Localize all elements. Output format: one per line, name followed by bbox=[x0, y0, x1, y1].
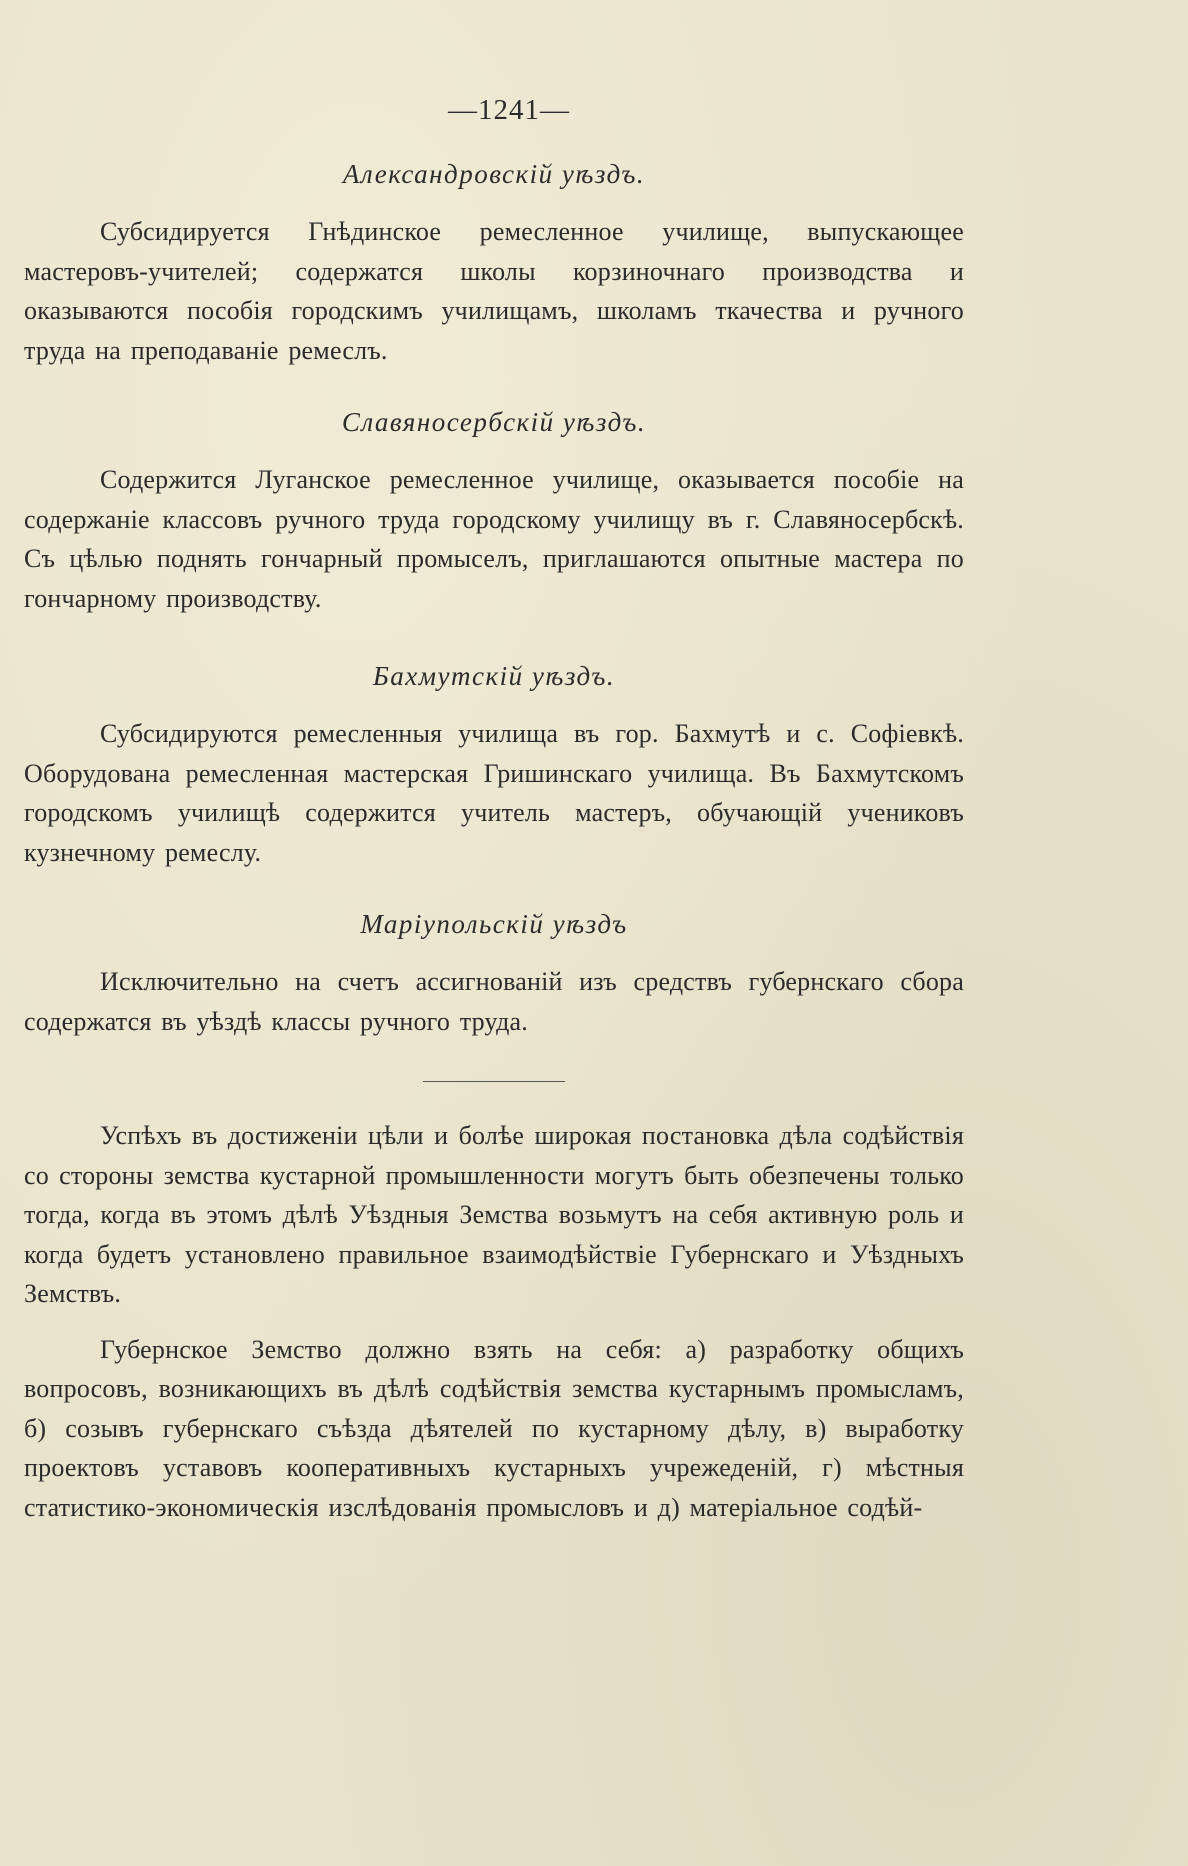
section-paragraph-slavyanoserbsky: Содержится Луганское ремесленное училище, оказывается пособіе на содержаніе классовъ ручного труда городскому училищу въ г. Славяносербскѣ. Съ цѣлью поднять гончарный промыселъ, приглашаются опытные мастера по гончарному производству. bbox=[24, 465, 964, 613]
page-number: —1241— bbox=[448, 94, 570, 126]
section-divider bbox=[423, 1081, 565, 1082]
section-paragraph-bakhmutsky: Субсидируются ремесленныя училища въ гор. Бахмутѣ и с. Софіевкѣ. Оборудована ремесленная мастерская Гришинскаго училища. Въ Бахмутскомъ городскомъ училищѣ содержится учитель мастеръ, обучающій учениковъ кузнечному ремеслу. bbox=[24, 719, 964, 867]
section-paragraph-mariupolsky: Исключительно на счетъ ассигнованій изъ средствъ губернскаго сбора содержатся въ уѣздѣ классы ручного труда. bbox=[24, 967, 964, 1036]
document-page bbox=[24, 90, 964, 1527]
section-heading-mariupolsky: Маріупольскій уѣздъ bbox=[360, 909, 628, 939]
section-heading-aleksandrovsky: Александровскій уѣздъ. bbox=[342, 159, 646, 189]
section-heading-slavyanoserbsky: Славяносербскій уѣздъ. bbox=[341, 407, 647, 437]
closing-paragraph-success: Успѣхъ въ достиженіи цѣли и болѣе широкая постановка дѣла содѣйствія со стороны земства кустарной промышленности могутъ быть обезпечены только тогда, когда въ этомъ дѣлѣ Уѣздныя Земства возьмутъ на себя активную роль и когда будетъ установлено правильное взаимодѣйствіе Губернскаго и Уѣздныхъ Земствъ. bbox=[24, 1121, 964, 1308]
section-heading-bakhmutsky: Бахмутскій уѣздъ. bbox=[372, 661, 616, 691]
closing-paragraph-gubernskoe-zemstvo: Губернское Земство должно взять на себя: а) разработку общихъ вопросовъ, возникающихъ въ дѣлѣ содѣйствія земства кустарнымъ промысламъ, б) созывъ губернскаго съѣзда дѣятелей по кустарному дѣлу, в) выработку проектовъ уставовъ кооперативныхъ кустарныхъ учрежеденій, г) мѣстныя статистико-экономическія изслѣдованія промысловъ и д) матеріальное содѣй- bbox=[24, 1334, 964, 1522]
section-paragraph-aleksandrovsky: Субсидируется Гнѣдинское ремесленное училище, выпускающее мастеровъ-учителей; содержатся школы корзиночнаго производства и оказываются пособія городскимъ училищамъ, школамъ ткачества и ручного труда на преподаваніе ремеслъ. bbox=[24, 217, 964, 365]
